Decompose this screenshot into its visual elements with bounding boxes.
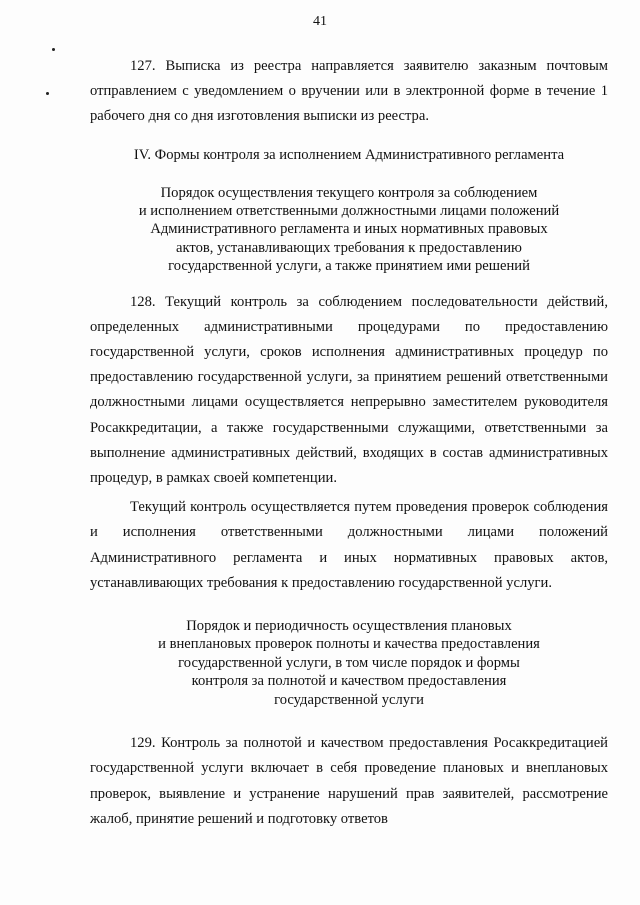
- paragraph-127: 127. Выписка из реестра направляется заявителю заказным почтовым отправлением с уведомлением о вручении или в электронной форме в течение 1 рабочего дня со дня изготовления выписки из реестра.: [90, 58, 608, 125]
- subsection-heading-inspections: Порядок и периодичность осуществления плановых и внеплановых проверок полноты и качества предоставления государственной услуги, в том числе порядок и формы контроля за полнотой и качеством предоставления государственной услуги: [158, 618, 540, 708]
- paragraph-128-continuation: Текущий контроль осуществляется путем проведения проверок соблюдения и исполнения ответственными должностными лицами положений Административного регламента и иных нормативных правовых актов, устанавливающих требования к предоставлению государственной услуги.: [90, 499, 608, 591]
- subsection-heading-current-control: Порядок осуществления текущего контроля за соблюдением и исполнением ответственными должностными лицами положений Административного регламента и иных нормативных правовых актов, устанавливающих требования к предоставлению государственной услуги, а также принятием ими решений: [138, 184, 560, 275]
- scan-speck: [52, 48, 55, 51]
- page-number: 41: [313, 14, 327, 29]
- section-title: IV. Формы контроля за исполнением Административного регламента: [133, 146, 565, 163]
- document-body: [90, 54, 608, 832]
- paragraph-129: 129. Контроль за полнотой и качеством предоставления Росаккредитацией государственной услуги включает в себя проведение плановых и внеплановых проверок, выявление и устранение нарушений прав заявителей, рассмотрение жалоб, принятие решений и подготовку ответов: [90, 735, 608, 827]
- scan-speck: [46, 92, 49, 95]
- paragraph-128: 128. Текущий контроль за соблюдением последовательности действий, определенных административными процедурами по предоставлению государственной услуги, сроков исполнения административных процедур по предоставлению государственной услуги, за принятием решений ответственными должностными лицами осуществляется непрерывно заместителем руководителя Росаккредитации, а также государственными служащими, ответственными за выполнение административных действий, входящих в состав административных процедур, в рамках своей компетенции.: [90, 293, 608, 487]
